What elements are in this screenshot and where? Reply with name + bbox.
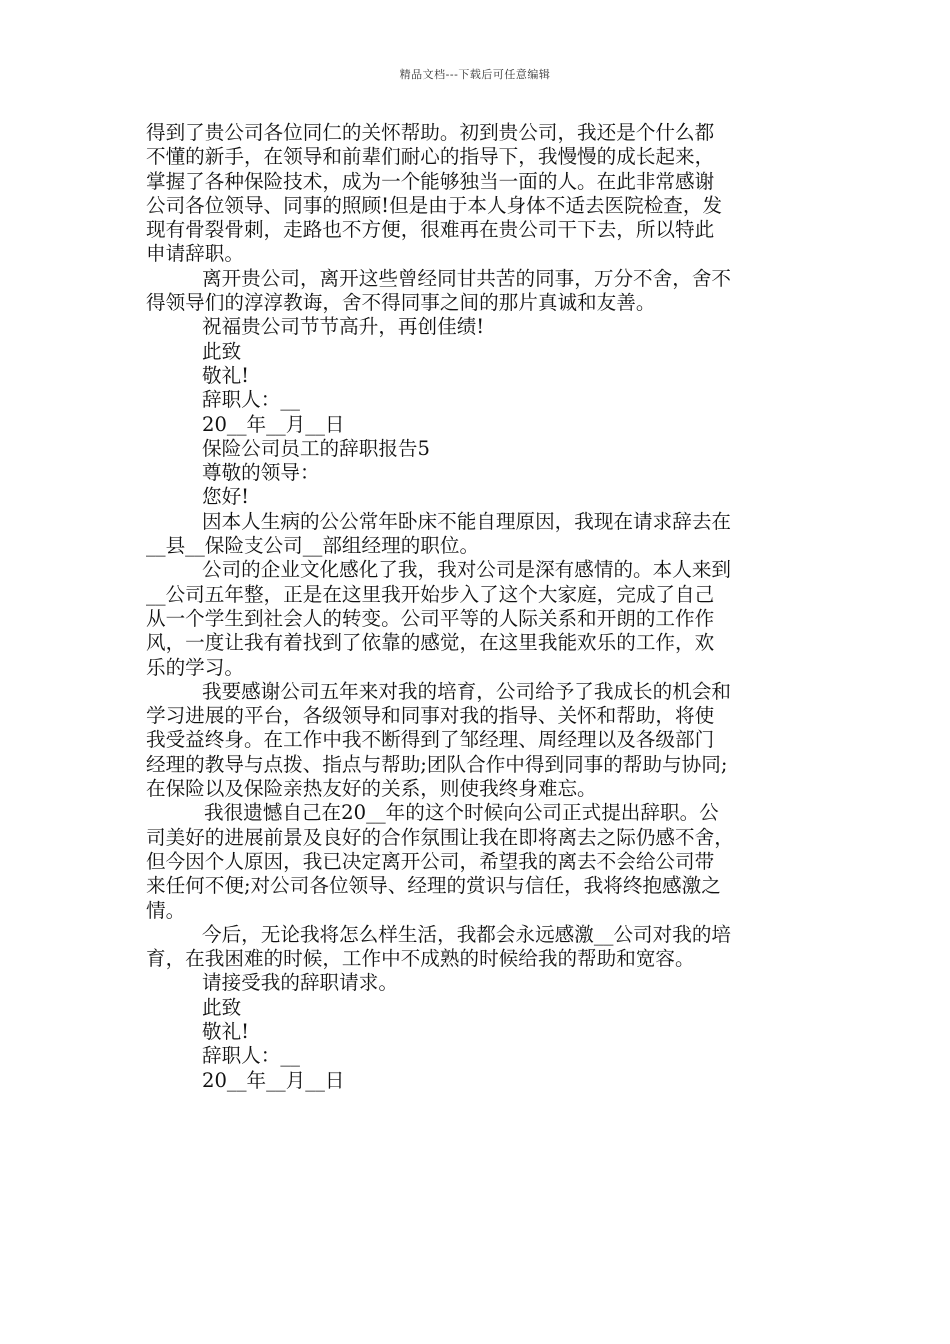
text-line: 风，一度让我有着找到了依靠的感觉，在这里我能欢乐的工作，欢 xyxy=(146,631,715,655)
text-line: 今后，无论我将怎么样生活，我都会永远感激__公司对我的培 xyxy=(202,922,732,946)
text-line: 现有骨裂骨刺，走路也不方便，很难再在贵公司干下去，所以特此 xyxy=(146,218,715,242)
text-line: 敬礼! xyxy=(202,1019,250,1043)
text-line: 因本人生病的公公常年卧床不能自理原因，我现在请求辞去在 xyxy=(202,509,732,533)
text-line: 我很遗憾自己在20__年的这个时候向公司正式提出辞职。公 xyxy=(204,801,719,825)
text-line: 在保险以及保险亲热友好的关系，则使我终身难忘。 xyxy=(146,777,597,801)
text-line: 育，在我困难的时候，工作中不成熟的时候给我的帮助和宽容。 xyxy=(146,947,695,971)
text-line: 但今因个人原因，我已决定离开公司，希望我的离去不会给公司带 xyxy=(146,849,715,873)
page-header: 精品文档---下载后可任意编辑 xyxy=(399,68,551,81)
text-line: 公司各位领导、同事的照顾!但是由于本人身体不适去医院检查，发 xyxy=(146,193,723,217)
text-line: 申请辞职。 xyxy=(146,242,244,266)
text-line: 此致 xyxy=(202,339,242,363)
text-line: 公司的企业文化感化了我，我对公司是深有感情的。本人来到 xyxy=(202,558,732,582)
text-line: 掌握了各种保险技术，成为一个能够独当一面的人。在此非常感谢 xyxy=(146,169,715,193)
text-line: 保险公司员工的辞职报告5 xyxy=(202,436,430,460)
text-line: 请接受我的辞职请求。 xyxy=(202,971,398,995)
text-line: __公司五年整，正是在这里我开始步入了这个大家庭，完成了自己 xyxy=(146,582,715,606)
text-line: 尊敬的领导： xyxy=(202,461,320,485)
text-line: 得领导们的淳淳教诲，舍不得同事之间的那片真诚和友善。 xyxy=(146,291,656,315)
text-line: 司美好的进展前景及良好的合作氛围让我在即将离去之际仍感不舍， xyxy=(146,825,734,849)
text-line: 经理的教导与点拨、指点与帮助;团队合作中得到同事的帮助与协同; xyxy=(146,752,728,776)
text-line: 离开贵公司，离开这些曾经同甘共苦的同事，万分不舍，舍不 xyxy=(202,266,732,290)
text-line: 20__年__月__日 xyxy=(202,412,345,436)
text-line: 您好! xyxy=(202,485,250,509)
text-line: 我受益终身。在工作中我不断得到了邹经理、周经理以及各级部门 xyxy=(146,728,715,752)
text-line: 不懂的新手，在领导和前辈们耐心的指导下，我慢慢的成长起来， xyxy=(146,145,715,169)
text-line: 辞职人：__ xyxy=(202,1044,300,1068)
text-line: 乐的学习。 xyxy=(146,655,244,679)
document-body xyxy=(146,121,818,1093)
text-line: 学习进展的平台，各级领导和同事对我的指导、关怀和帮助，将使 xyxy=(146,704,715,728)
text-line: 20__年__月__日 xyxy=(202,1068,345,1092)
text-line: __县__保险支公司__部组经理的职位。 xyxy=(146,534,480,558)
text-line: 敬礼! xyxy=(202,363,250,387)
text-line: 祝福贵公司节节高升，再创佳绩! xyxy=(202,315,485,339)
text-line: 情。 xyxy=(146,898,186,922)
text-line: 来任何不便;对公司各位领导、经理的赏识与信任，我将终抱感激之 xyxy=(146,874,721,898)
text-line: 此致 xyxy=(202,995,242,1019)
text-line: 从一个学生到社会人的转变。公司平等的人际关系和开朗的工作作 xyxy=(146,606,715,630)
text-line: 辞职人：__ xyxy=(202,388,300,412)
text-line: 得到了贵公司各位同仁的关怀帮助。初到贵公司，我还是个什么都 xyxy=(146,121,715,144)
text-line: 我要感谢公司五年来对我的培育，公司给予了我成长的机会和 xyxy=(202,679,732,703)
